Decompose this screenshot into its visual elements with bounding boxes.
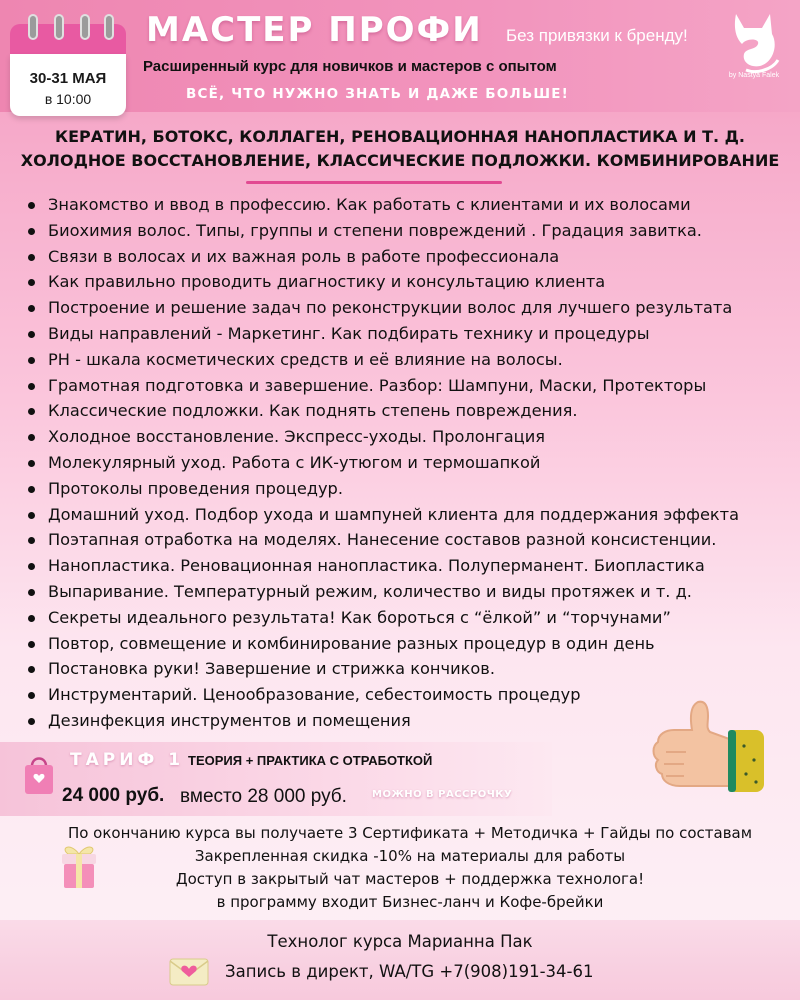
list-item: Домашний уход. Подбор ухода и шампуней клиента для поддержания эффекта bbox=[26, 502, 796, 528]
page-title: МАСТЕР ПРОФИ bbox=[146, 10, 483, 50]
bonus-item: в программу входит Бизнес-ланч и Кофе-брейки bbox=[216, 893, 604, 911]
topics-line: ХОЛОДНОЕ ВОССТАНОВЛЕНИЕ, КЛАССИЧЕСКИЕ ПОДЛОЖКИ. КОМБИНИРОВАНИЕ bbox=[20, 151, 780, 170]
list-item: Молекулярный уход. Работа с ИК-утюгом и термошапкой bbox=[26, 450, 796, 476]
list-item: Знакомство и ввод в профессию. Как работать с клиентами и их волосами bbox=[26, 192, 796, 218]
no-brand-note: Без привязки к бренду! bbox=[506, 26, 688, 45]
course-tagline: ВСЁ, ЧТО НУЖНО ЗНАТЬ И ДАЖЕ БОЛЬШЕ! bbox=[186, 86, 570, 102]
shopping-bag-icon bbox=[22, 752, 56, 796]
bonus-item: Доступ в закрытый чат мастеров + поддержка технолога! bbox=[175, 870, 645, 888]
calendar-body bbox=[10, 54, 126, 116]
calendar-ring bbox=[104, 14, 114, 40]
list-item: Виды направлений - Маркетинг. Как подбирать технику и процедуры bbox=[26, 321, 796, 347]
list-item: Классические подложки. Как поднять степень повреждения. bbox=[26, 398, 796, 424]
calendar-ring bbox=[80, 14, 90, 40]
price: 24 000 руб. bbox=[62, 785, 165, 806]
calendar-ring bbox=[54, 14, 64, 40]
list-item: Выпаривание. Температурный режим, количество и виды протяжек и т. д. bbox=[26, 579, 796, 605]
event-date: 30-31 МАЯ bbox=[29, 70, 107, 87]
list-item: Протоколы проведения процедур. bbox=[26, 476, 796, 502]
list-item: Дезинфекция инструментов и помещения bbox=[26, 708, 796, 734]
topics-heading bbox=[0, 125, 800, 173]
list-item: Секреты идеального результата! Как бороться с “ёлкой” и “торчунами” bbox=[26, 605, 796, 631]
technologist-name: Технолог курса Марианна Пак bbox=[267, 932, 533, 951]
list-item: Инструментарий. Ценообразование, себестоимость процедур bbox=[26, 682, 796, 708]
installment-badge: МОЖНО В РАССРОЧКУ bbox=[372, 789, 513, 800]
list-item: Грамотная подготовка и завершение. Разбор: Шампуни, Маски, Протекторы bbox=[26, 373, 796, 399]
list-item: Повтор, совмещение и комбинирование разных процедур в один день bbox=[26, 631, 796, 657]
list-item: Нанопластика. Реновационная нанопластика. Полуперманент. Биопластика bbox=[26, 553, 796, 579]
gift-box-icon bbox=[56, 838, 102, 890]
calendar-icon bbox=[10, 14, 126, 116]
topics-line: КЕРАТИН, БОТОКС, КОЛЛАГЕН, РЕНОВАЦИОННАЯ НАНОПЛАСТИКА И Т. Д. bbox=[55, 127, 745, 146]
logo-caption: by Nastya Falek bbox=[728, 72, 780, 79]
divider bbox=[246, 181, 502, 184]
old-price: вместо 28 000 руб. bbox=[180, 786, 347, 807]
list-item: Поэтапная отработка на моделях. Нанесение составов разной консистенции. bbox=[26, 527, 796, 553]
thumbs-up-icon bbox=[640, 690, 770, 800]
event-time: в 10:00 bbox=[44, 91, 92, 107]
contact-info: Запись в директ, WA/TG +7(908)191-34-61 bbox=[225, 962, 594, 981]
envelope-heart-icon bbox=[168, 953, 210, 987]
calendar-ring bbox=[28, 14, 38, 40]
list-item: Построение и решение задач по реконструкции волос для лучшего результата bbox=[26, 295, 796, 321]
course-subtitle: Расширенный курс для новичков и мастеров с опытом bbox=[143, 58, 557, 75]
list-item: Постановка руки! Завершение и стрижка кончиков. bbox=[26, 656, 796, 682]
list-item: Связи в волосах и их важная роль в работе профессионала bbox=[26, 244, 796, 270]
list-item: PH - шкала косметических средств и её влияние на волосы. bbox=[26, 347, 796, 373]
list-item: Биохимия волос. Типы, группы и степени повреждений . Градация завитка. bbox=[26, 218, 796, 244]
program-list bbox=[26, 192, 796, 734]
bonus-list bbox=[40, 822, 780, 914]
bonus-item: По окончанию курса вы получаете 3 Сертификата + Методичка + Гайды по составам bbox=[67, 824, 753, 842]
list-item: Как правильно проводить диагностику и консультацию клиента bbox=[26, 269, 796, 295]
list-item: Холодное восстановление. Экспресс-уходы. Пролонгация bbox=[26, 424, 796, 450]
tariff-description: ТЕОРИЯ + ПРАКТИКА С ОТРАБОТКОЙ bbox=[188, 753, 433, 768]
tariff-label: ТАРИФ 1 bbox=[70, 750, 185, 770]
bonus-item: Закрепленная скидка -10% на материалы для работы bbox=[194, 847, 626, 865]
